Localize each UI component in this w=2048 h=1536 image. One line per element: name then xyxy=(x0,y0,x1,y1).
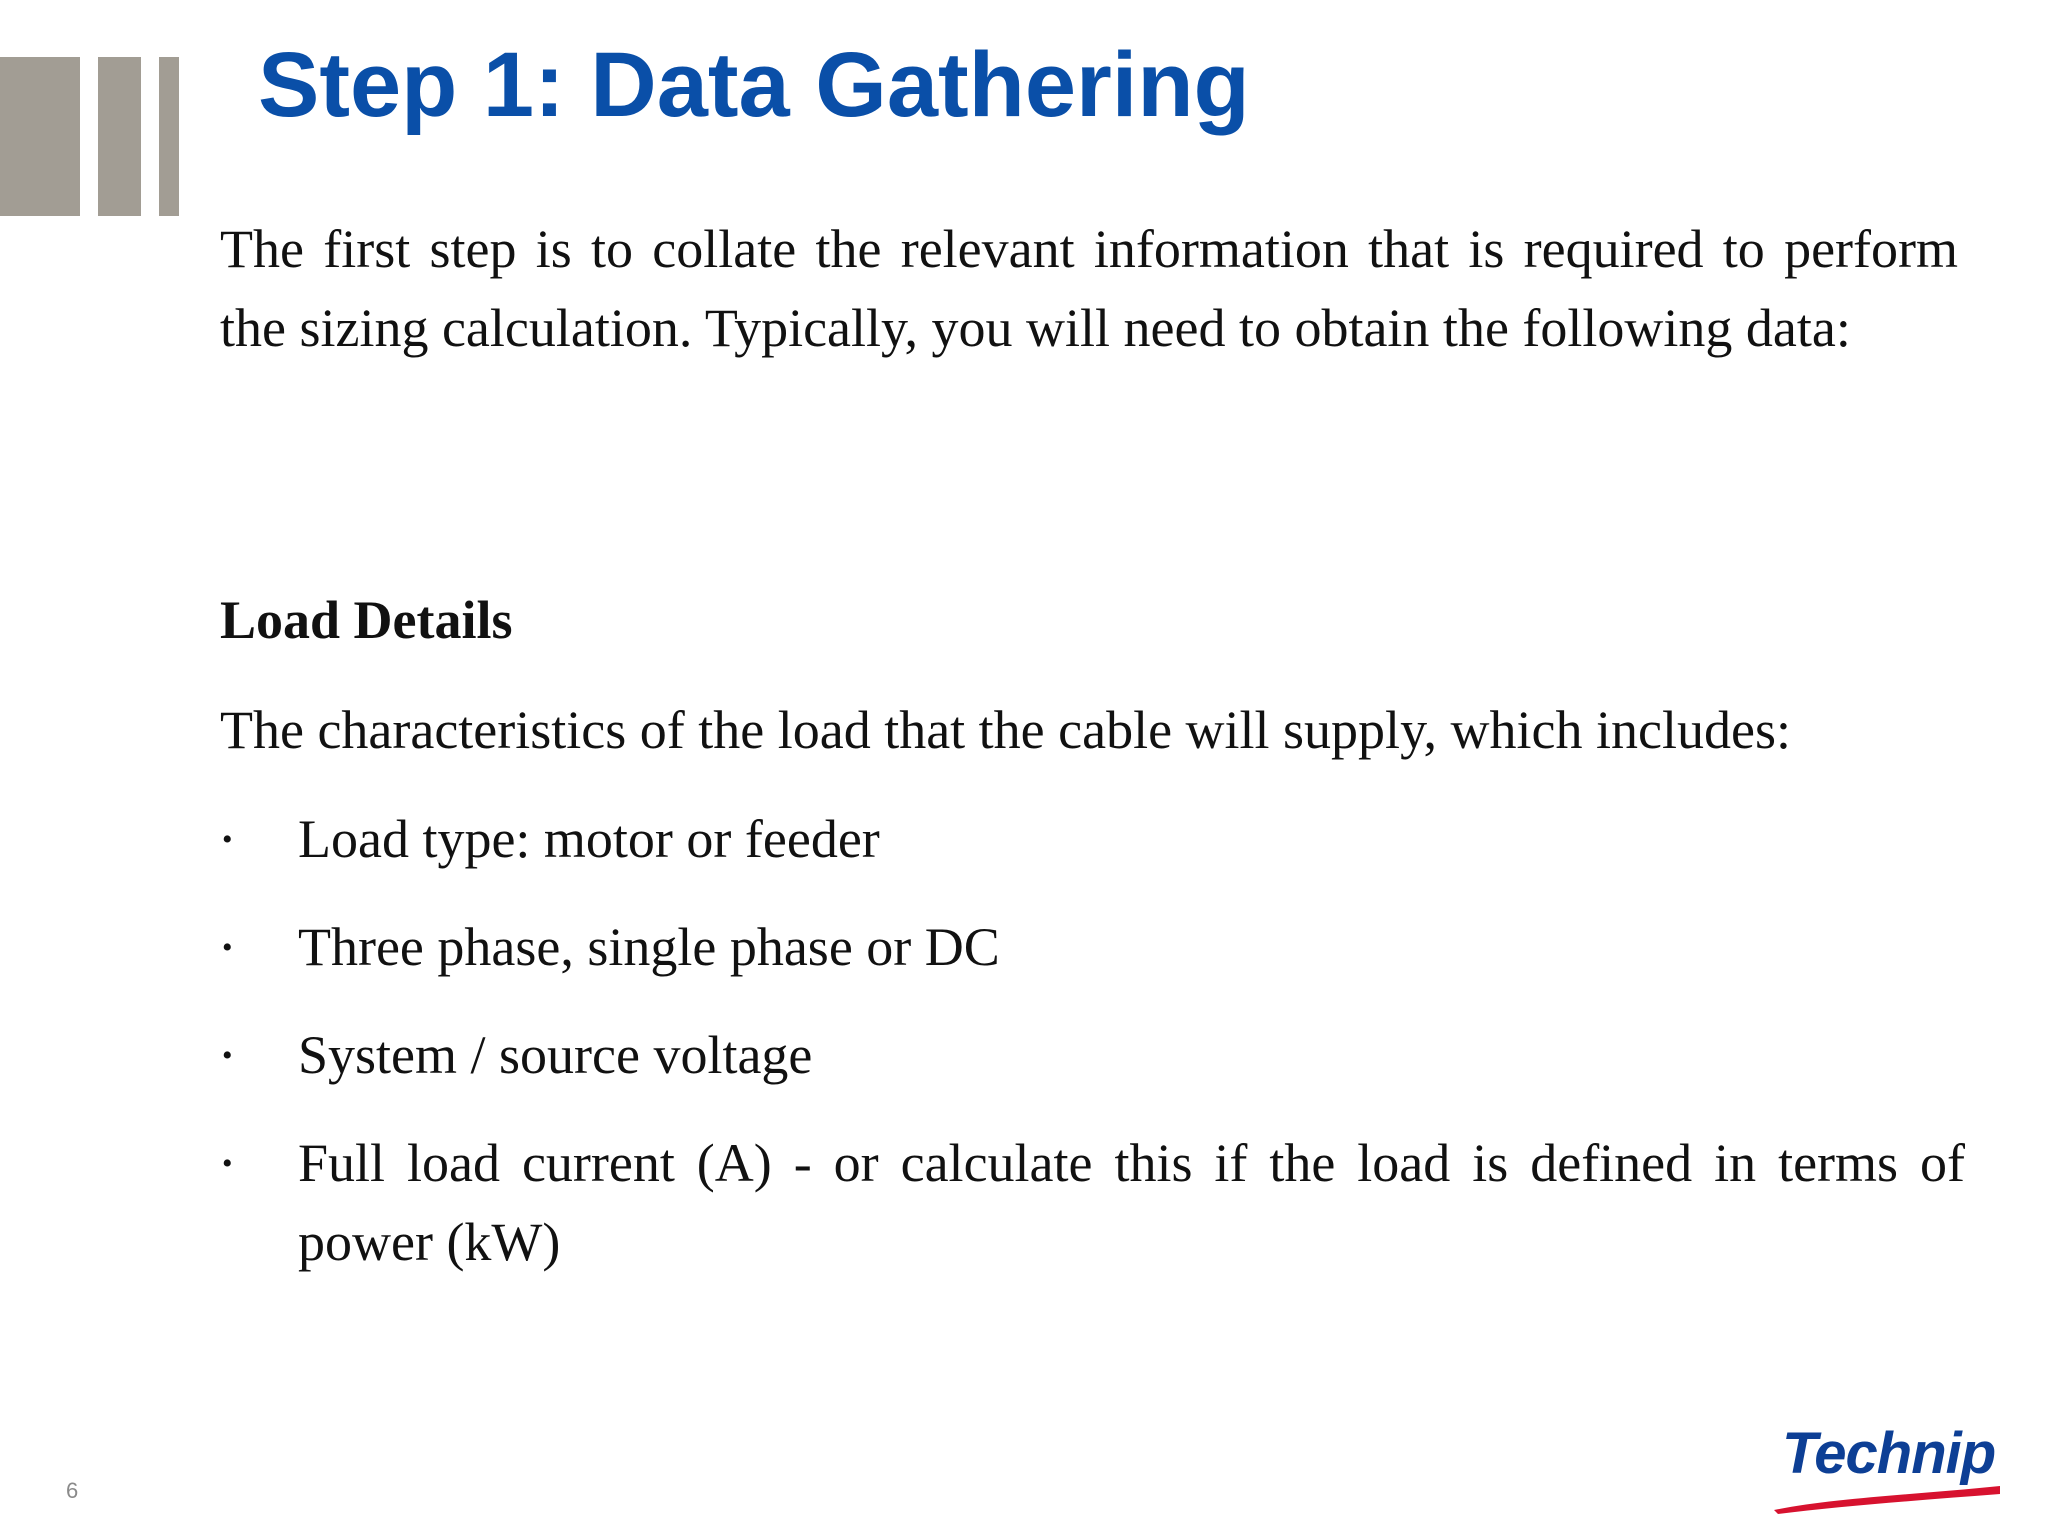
bullet-item-load-type xyxy=(220,800,1965,879)
bullet-list xyxy=(220,800,1965,1311)
slide-title: Step 1: Data Gathering xyxy=(258,34,1250,136)
bullet-text: Load type: motor or feeder xyxy=(298,809,880,869)
bullet-dot-icon: • xyxy=(222,1147,233,1180)
decorative-bar-medium xyxy=(98,57,141,216)
bullet-dot-icon: • xyxy=(222,1039,233,1072)
section-heading: Load Details xyxy=(220,590,513,650)
section-description: The characteristics of the load that the cable will supply, which includes: xyxy=(220,700,1791,760)
bullet-dot-icon: • xyxy=(222,931,233,964)
bullet-dot-icon: • xyxy=(222,823,233,856)
decorative-bar-narrow xyxy=(159,57,179,216)
bullet-text: Three phase, single phase or DC xyxy=(298,917,1000,977)
bullet-text: System / source voltage xyxy=(298,1025,813,1085)
intro-paragraph: The first step is to collate the relevant information that is required to perform the sizing calculation. Typically, you will need to obtain the following data: xyxy=(220,219,1958,358)
logo-swoosh-icon xyxy=(1772,1484,2002,1514)
decorative-bar-wide xyxy=(0,57,80,216)
page-number: 6 xyxy=(66,1478,79,1503)
bullet-item-voltage xyxy=(220,1016,1965,1095)
bullet-item-phase xyxy=(220,908,1965,987)
technip-logo xyxy=(1772,1418,2012,1518)
bullet-item-full-load-current xyxy=(220,1124,1965,1282)
logo-wordmark: Technip xyxy=(1782,1421,1996,1486)
bullet-text: Full load current (A) - or calculate this if the load is defined in terms of power (kW) xyxy=(298,1133,1965,1272)
